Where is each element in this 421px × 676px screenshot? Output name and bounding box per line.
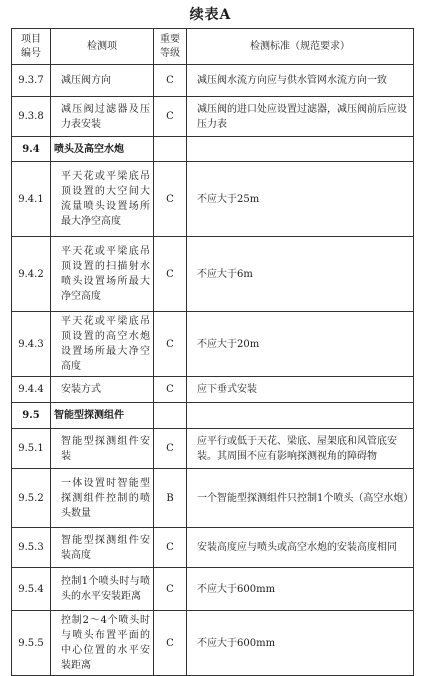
row-id: 9.3.7 [12,65,51,97]
table-row [12,568,414,611]
section-row [12,137,414,162]
row-id: 9.4.3 [12,312,51,377]
row-standard: 不应大于6m [187,237,414,312]
section-row [12,403,414,429]
table-row [12,528,414,568]
row-item: 减压阀过滤器及压力表安装 [51,97,154,137]
row-standard: 不应大于25m [187,162,414,237]
row-standard: 安装高度应与喷头或高空水炮的安装高度相同 [187,528,414,568]
header-row [12,29,414,65]
row-level: C [154,611,187,676]
table-row [12,429,414,469]
row-level: C [154,528,187,568]
table-row [12,377,414,403]
table-title: 续表A [189,7,232,23]
header-level: 重要 等级 [154,29,187,65]
row-id: 9.4.4 [12,377,51,403]
row-level [154,403,187,429]
row-standard: 不应大于20m [187,312,414,377]
row-level: C [154,65,187,97]
row-id: 9.3.8 [12,97,51,137]
row-item: 平天花或平梁底吊顶设置的高空水炮设置场所最大净空高度 [51,312,154,377]
row-standard [187,137,414,162]
table-row [12,312,414,377]
table-row [12,97,414,137]
row-id: 9.4.2 [12,237,51,312]
row-item: 智能型探测组件安装 [51,429,154,469]
row-id: 9.5.1 [12,429,51,469]
row-level: C [154,377,187,403]
row-standard: 一个智能型探测组件只控制1个喷头（高空水炮） [187,469,414,528]
header-name: 检测项 [51,29,154,65]
inspection-table [11,28,414,676]
header-standard: 检测标准（规范要求） [187,29,414,65]
row-item: 控制1个喷头时与喷头的水平安装距离 [51,568,154,611]
section-title: 智能型探测组件 [51,403,154,429]
row-standard: 不应大于600mm [187,611,414,676]
row-item: 一体设置时智能型探测组件控制的喷头数量 [51,469,154,528]
row-item: 平天花或平梁底吊顶设置的扫描射水喷头设置场所最大净空高度 [51,237,154,312]
row-standard: 不应大于600mm [187,568,414,611]
row-level [154,137,187,162]
row-item: 智能型探测组件安装高度 [51,528,154,568]
table-row [12,162,414,237]
row-id: 9.5.2 [12,469,51,528]
row-id: 9.5.4 [12,568,51,611]
row-level: C [154,429,187,469]
row-id: 9.5.5 [12,611,51,676]
row-standard: 减压阀的进口处应设置过滤器，减压阀前后应设压力表 [187,97,414,137]
row-id: 9.5.3 [12,528,51,568]
row-level: C [154,237,187,312]
table-row [12,611,414,676]
row-standard: 减压阀水流方向应与供水管网水流方向一致 [187,65,414,97]
table-row [12,237,414,312]
row-standard: 应下垂式安装 [187,377,414,403]
row-level: C [154,162,187,237]
row-standard [187,403,414,429]
row-level: C [154,312,187,377]
section-id: 9.5 [12,403,51,429]
row-level: C [154,97,187,137]
table-row [12,65,414,97]
row-item: 安装方式 [51,377,154,403]
section-id: 9.4 [12,137,51,162]
row-id: 9.4.1 [12,162,51,237]
row-level: C [154,568,187,611]
section-title: 喷头及高空水炮 [51,137,154,162]
row-item: 减压阀方向 [51,65,154,97]
row-standard: 应平行或低于天花、梁底、屋架底和风管底安装。其周围不应有影响探测视角的障碍物 [187,429,414,469]
row-item: 控制2～4个喷头时与喷头布置平面的中心位置的水平安装距离 [51,611,154,676]
table-row [12,469,414,528]
row-level: B [154,469,187,528]
row-item: 平天花或平梁底吊顶设置的大空间大流量喷头设置场所最大净空高度 [51,162,154,237]
header-id: 项目 编号 [12,29,51,65]
